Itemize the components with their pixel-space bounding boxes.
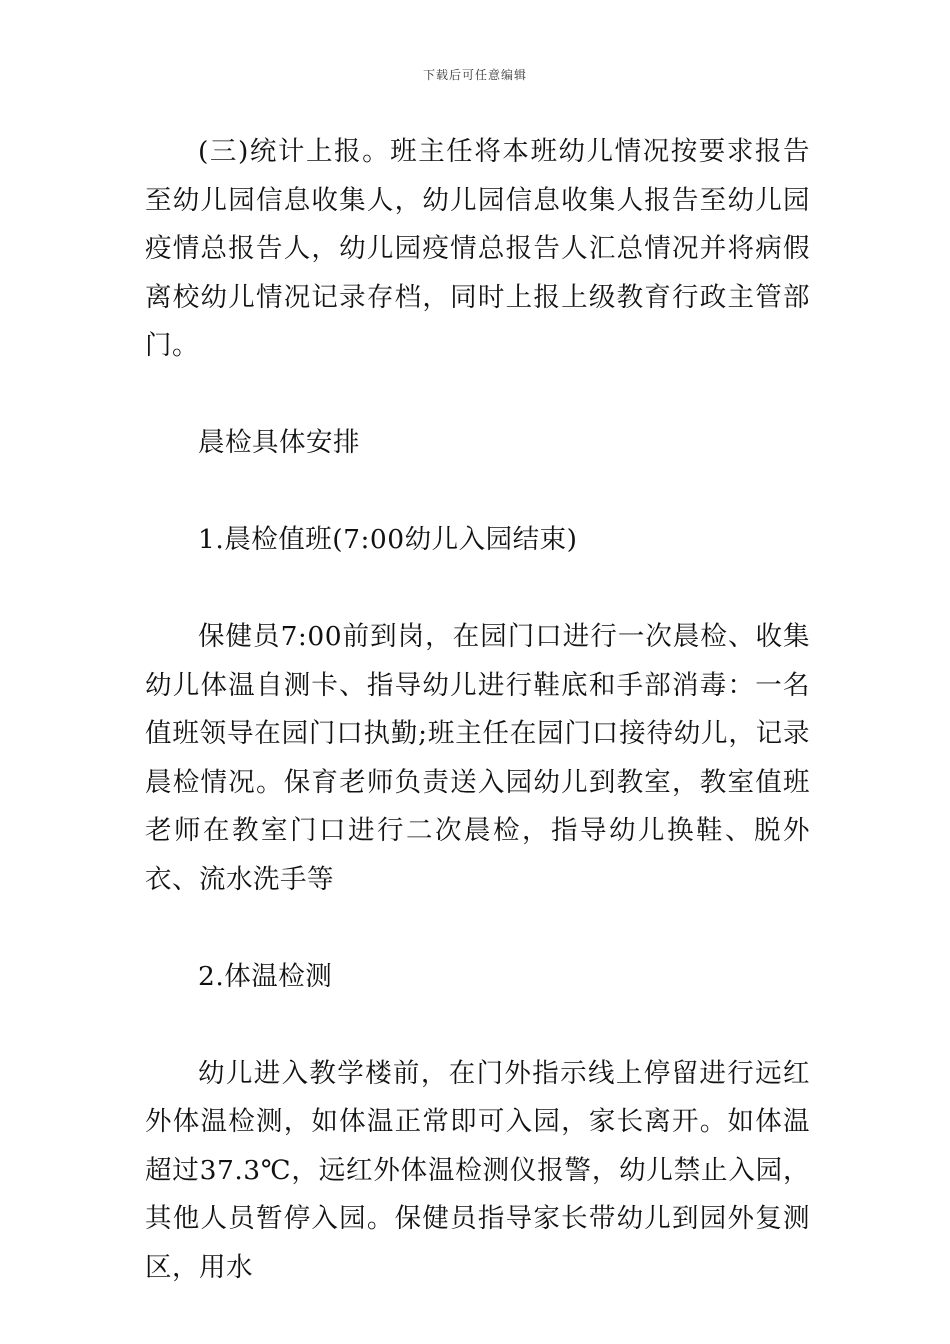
paragraph-spacer <box>145 1001 810 1050</box>
document-body <box>145 128 810 1292</box>
subheading-morning-duty: 1.晨检值班(7:00幼儿入园结束) <box>198 524 578 555</box>
section-heading-morning-check: 晨检具体安排 <box>198 427 360 458</box>
subheading-temperature-check: 2.体温检测 <box>198 960 333 992</box>
paragraph-spacer <box>145 904 810 953</box>
paragraph-spacer <box>145 468 810 517</box>
paragraph-morning-duty-details: 保健员7:00前到岗，在园门口进行一次晨检、收集幼儿体温自测卡、指导幼儿进行鞋底和手部消毒：一名值班领导在园门口执勤;班主任在园门口接待幼儿，记录晨检情况。保育老师负责送入园幼儿到教室，教室值班老师在教室门口进行二次晨检，指导幼儿换鞋、脱外衣、流水洗手等 <box>145 621 810 895</box>
paragraph-spacer <box>145 565 810 614</box>
paragraph-statistics-report: (三)统计上报。班主任将本班幼儿情况按要求报告至幼儿园信息收集人，幼儿园信息收集人报告至幼儿园疫情总报告人，幼儿园疫情总报告人汇总情况并将病假离校幼儿情况记录存档，同时上报上级教育行政主管部门。 <box>145 136 810 361</box>
page-header-note: 下载后可任意编辑 <box>422 68 527 82</box>
paragraph-spacer <box>145 371 810 420</box>
paragraph-temperature-check-details: 幼儿进入教学楼前，在门外指示线上停留进行远红外体温检测，如体温正常即可入园，家长离开。如体温超过37.3℃，远红外体温检测仪报警，幼儿禁止入园，其他人员暂停入园。保健员指导家长带幼儿到园外复测区，用水 <box>145 1057 810 1283</box>
